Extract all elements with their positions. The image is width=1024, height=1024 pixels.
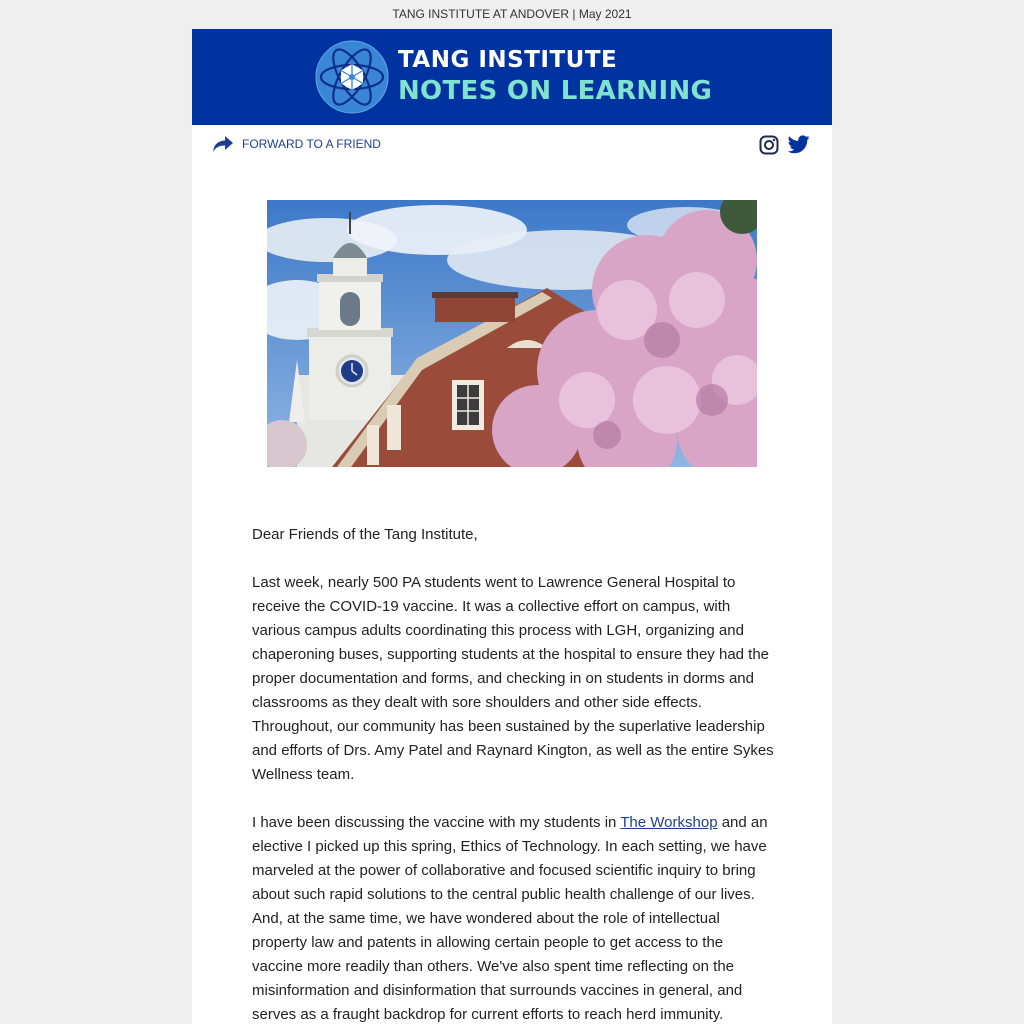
- header-banner: [192, 29, 832, 125]
- forward-label: FORWARD TO A FRIEND: [242, 137, 381, 151]
- twitter-icon[interactable]: [788, 135, 810, 154]
- letter-body: [252, 523, 776, 1024]
- share-arrow-icon: [212, 134, 234, 154]
- paragraph-2-lead: I have been discussing the vaccine with my students in: [252, 814, 621, 831]
- instagram-icon[interactable]: [759, 135, 779, 155]
- paragraph-2-rest: and an elective I picked up this spring, Ethics of Technology. In each setting, we have marveled at the power of collaborative and focused scientific inquiry to bring about such rapid solutions to the central public health challenge of our lives. And, at the same time, we have wondered about the role of intellectual property law and patents in allowing certain people to get access to the vaccine more readily than others. We've also spent time reflecting on the misinformation and disinformation that surrounds vaccines in general, and serves as a fraught backdrop for current efforts to reach herd immunity.: [252, 814, 768, 1023]
- email-container: [192, 29, 832, 1024]
- utility-bar: [192, 125, 832, 165]
- the-workshop-link[interactable]: The Workshop: [620, 814, 718, 831]
- forward-to-friend-link[interactable]: [212, 134, 381, 154]
- newsletter-title: NOTES ON LEARNING: [398, 76, 713, 106]
- brand-title: TANG INSTITUTE: [398, 47, 618, 73]
- preheader-text: TANG INSTITUTE AT ANDOVER | May 2021: [392, 7, 632, 21]
- paragraph-1: Last week, nearly 500 PA students went to Lawrence General Hospital to receive the COVID-19 vaccine. It was a collective effort on campus, with various campus adults coordinating this process with LGH, organizing and chaperoning buses, supporting students at the hospital to ensure they had the proper documentation and forms, and checking in on students in dorms and classrooms as they dealt with sore shoulders and other side effects. Throughout, our community has been sustained by the superlative leadership and efforts of Drs. Amy Patel and Raynard Kington, as well as the entire Sykes Wellness team.: [252, 574, 774, 783]
- greeting: Dear Friends of the Tang Institute,: [252, 526, 478, 543]
- hero-image: [267, 200, 757, 467]
- atom-logo-icon: [315, 40, 389, 114]
- paragraph-2: [252, 811, 776, 1024]
